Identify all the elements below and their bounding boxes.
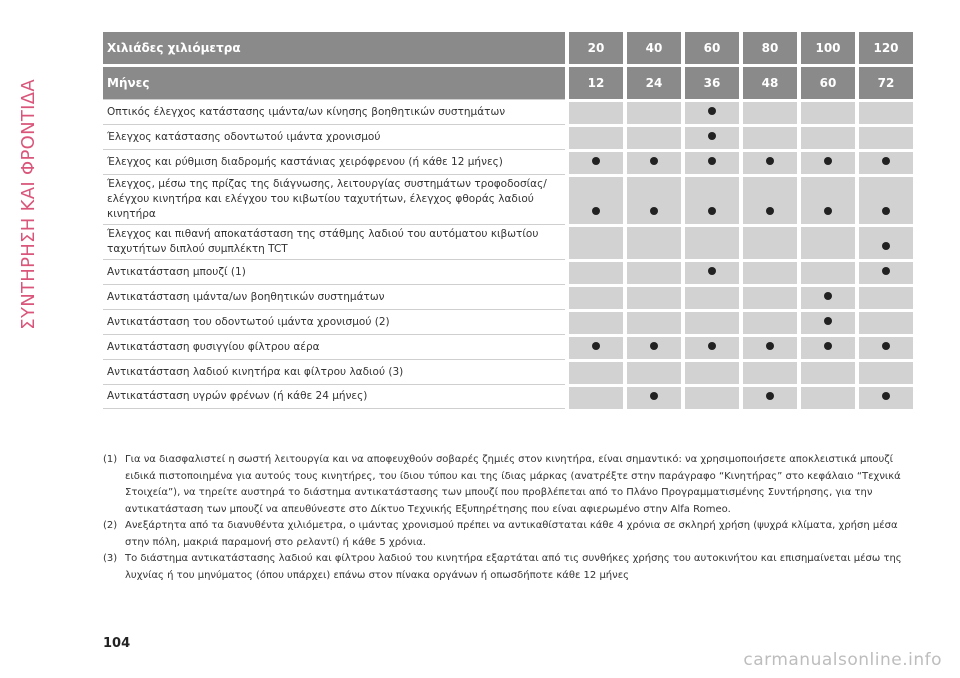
months-header-cell: 60 bbox=[801, 64, 855, 99]
section-side-title bbox=[8, 20, 48, 330]
table-row bbox=[103, 284, 913, 309]
footnote bbox=[103, 551, 903, 584]
scheduled-dot-icon bbox=[882, 392, 890, 400]
interval-cell bbox=[743, 284, 797, 309]
scheduled-dot-icon bbox=[824, 292, 832, 300]
interval-cell bbox=[627, 359, 681, 384]
interval-cell bbox=[569, 224, 623, 259]
interval-cell bbox=[743, 174, 797, 224]
interval-cell bbox=[685, 124, 739, 149]
interval-cell bbox=[743, 99, 797, 124]
maintenance-item-label: Αντικατάσταση μπουζί (1) bbox=[103, 259, 565, 284]
scheduled-dot-icon bbox=[708, 342, 716, 350]
maintenance-item-label: Έλεγχος κατάστασης οδοντωτού ιμάντα χρονισμού bbox=[103, 124, 565, 149]
scheduled-dot-icon bbox=[766, 342, 774, 350]
maintenance-schedule-table bbox=[103, 32, 913, 409]
months-header-cell: 72 bbox=[859, 64, 913, 99]
interval-cell bbox=[859, 359, 913, 384]
scheduled-dot-icon bbox=[708, 267, 716, 275]
months-header-label: Μήνες bbox=[103, 64, 565, 99]
interval-cell bbox=[627, 99, 681, 124]
footnote-text: Ανεξάρτητα από τα διανυθέντα χιλιόμετρα, ο ιμάντας χρονισμού πρέπει να αντικαθίσταται κάθε 4 χρόνια σε σκληρή χρήση (ψυχρά κλίματα, χρήση μέσα στην πόλη, μακριά παραμονή στο ρελαντί) ή κάθε 5 χρόνια. bbox=[125, 520, 898, 548]
scheduled-dot-icon bbox=[592, 207, 600, 215]
scheduled-dot-icon bbox=[650, 342, 658, 350]
interval-cell bbox=[569, 384, 623, 409]
footnote-text: Το διάστημα αντικατάστασης λαδιού και φίλτρου λαδιού του κινητήρα εξαρτάται από τις συνθήκες χρήσης του αυτοκινήτου και επισημαίνεται μέσω της λυχνίας ή του μηνύματος (όπου υπάρχει) επάνω στον πίνακα οργάνων ή οπωσδήποτε κάθε 12 μήνες bbox=[125, 553, 902, 581]
interval-cell bbox=[801, 149, 855, 174]
table-row bbox=[103, 259, 913, 284]
interval-cell bbox=[801, 359, 855, 384]
table-row bbox=[103, 359, 913, 384]
table-row bbox=[103, 99, 913, 124]
maintenance-item-label: Αντικατάσταση υγρών φρένων (ή κάθε 24 μήνες) bbox=[103, 384, 565, 409]
maintenance-item-label: Έλεγχος, μέσω της πρίζας της διάγνωσης, λειτουργίας συστημάτων τροφοδοσίας/ελέγχου κινητήρα και ελέγχου του κιβωτίου ταχυτήτων, έλεγχος φθοράς λαδιού κινητήρα bbox=[103, 174, 565, 224]
interval-cell bbox=[685, 384, 739, 409]
scheduled-dot-icon bbox=[882, 207, 890, 215]
interval-cell bbox=[627, 259, 681, 284]
interval-cell bbox=[685, 224, 739, 259]
footnote-text: Για να διασφαλιστεί η σωστή λειτουργία και να αποφευχθούν σοβαρές ζημιές στον κινητήρα, είναι σημαντικό: να χρησιμοποιήσετε αποκλειστικά μπουζί ειδικά πιστοποιημένα για αυτούς τους κινητήρες, του ίδιου τύπου και της ίδιας μάρκας (ανατρέξτε στην παράγραφο “Κινητήρας” στο κεφάλαιο “Τεχνικά Στοιχεία”), να τηρείτε αυστηρά το διάστημα αντικατάστασης των μπουζί που προβλέπεται από το Πλάνο Προγραμματισμένης Συντήρησης, για την αντικατάσταση των μπουζί να απευθύνεστε στο Δίκτυο Τεχνικής Εξυπηρέτησης που είναι αφιερωμένο στην Alfa Romeo. bbox=[125, 454, 901, 515]
interval-cell bbox=[859, 284, 913, 309]
footnote bbox=[103, 452, 903, 518]
interval-cell bbox=[685, 99, 739, 124]
footnotes bbox=[103, 452, 903, 584]
interval-cell bbox=[859, 259, 913, 284]
interval-cell bbox=[569, 259, 623, 284]
table-row bbox=[103, 174, 913, 224]
interval-cell bbox=[801, 174, 855, 224]
maintenance-item-label: Έλεγχος και ρύθμιση διαδρομής καστάνιας χειρόφρενου (ή κάθε 12 μήνες) bbox=[103, 149, 565, 174]
table-row bbox=[103, 309, 913, 334]
interval-cell bbox=[859, 384, 913, 409]
interval-cell bbox=[859, 99, 913, 124]
table-row bbox=[103, 124, 913, 149]
scheduled-dot-icon bbox=[882, 342, 890, 350]
interval-cell bbox=[743, 149, 797, 174]
schedule-body bbox=[103, 99, 913, 409]
interval-cell bbox=[627, 224, 681, 259]
km-header-cell: 20 bbox=[569, 32, 623, 64]
header-row-months bbox=[103, 64, 913, 99]
interval-cell bbox=[859, 309, 913, 334]
scheduled-dot-icon bbox=[592, 157, 600, 165]
interval-cell bbox=[685, 259, 739, 284]
scheduled-dot-icon bbox=[824, 207, 832, 215]
interval-cell bbox=[627, 284, 681, 309]
interval-cell bbox=[685, 334, 739, 359]
scheduled-dot-icon bbox=[708, 157, 716, 165]
interval-cell bbox=[801, 284, 855, 309]
watermark: carmanualsonline.info bbox=[743, 650, 942, 670]
km-header-cell: 40 bbox=[627, 32, 681, 64]
km-header-cell: 120 bbox=[859, 32, 913, 64]
scheduled-dot-icon bbox=[650, 392, 658, 400]
maintenance-item-label: Αντικατάσταση ιμάντα/ων βοηθητικών συστημάτων bbox=[103, 284, 565, 309]
maintenance-item-label: Αντικατάσταση φυσιγγίου φίλτρου αέρα bbox=[103, 334, 565, 359]
interval-cell bbox=[859, 334, 913, 359]
interval-cell bbox=[859, 149, 913, 174]
interval-cell bbox=[685, 359, 739, 384]
scheduled-dot-icon bbox=[824, 317, 832, 325]
interval-cell bbox=[801, 334, 855, 359]
maintenance-item-label: Οπτικός έλεγχος κατάστασης ιμάντα/ων κίνησης βοηθητικών συστημάτων bbox=[103, 99, 565, 124]
header-row-km bbox=[103, 32, 913, 64]
km-header-cell: 100 bbox=[801, 32, 855, 64]
interval-cell bbox=[569, 124, 623, 149]
months-header-cell: 12 bbox=[569, 64, 623, 99]
interval-cell bbox=[801, 384, 855, 409]
km-header-label: Χιλιάδες χιλιόμετρα bbox=[103, 32, 565, 64]
interval-cell bbox=[743, 124, 797, 149]
table-row bbox=[103, 384, 913, 409]
months-header-cell: 48 bbox=[743, 64, 797, 99]
scheduled-dot-icon bbox=[882, 242, 890, 250]
scheduled-dot-icon bbox=[592, 342, 600, 350]
interval-cell bbox=[569, 99, 623, 124]
months-header-cell: 36 bbox=[685, 64, 739, 99]
months-header-cell: 24 bbox=[627, 64, 681, 99]
interval-cell bbox=[627, 384, 681, 409]
interval-cell bbox=[743, 309, 797, 334]
maintenance-item-label: Αντικατάσταση του οδοντωτού ιμάντα χρονισμού (2) bbox=[103, 309, 565, 334]
scheduled-dot-icon bbox=[766, 392, 774, 400]
footnote-number: (1) bbox=[103, 454, 118, 465]
footnote bbox=[103, 518, 903, 551]
section-side-title-text: ΣΥΝΤΗΡΗΣΗ ΚΑΙ ΦΡΟΝΤΙΔΑ bbox=[17, 79, 39, 330]
scheduled-dot-icon bbox=[650, 207, 658, 215]
table-row bbox=[103, 224, 913, 259]
maintenance-item-label: Έλεγχος και πιθανή αποκατάσταση της στάθμης λαδιού του αυτόματου κιβωτίου ταχυτήτων διπλού συμπλέκτη TCT bbox=[103, 224, 565, 259]
interval-cell bbox=[627, 149, 681, 174]
page-number: 104 bbox=[103, 636, 131, 651]
interval-cell bbox=[743, 259, 797, 284]
scheduled-dot-icon bbox=[824, 342, 832, 350]
interval-cell bbox=[627, 309, 681, 334]
interval-cell bbox=[743, 224, 797, 259]
maintenance-item-label: Αντικατάσταση λαδιού κινητήρα και φίλτρου λαδιού (3) bbox=[103, 359, 565, 384]
scheduled-dot-icon bbox=[708, 207, 716, 215]
interval-cell bbox=[569, 359, 623, 384]
interval-cell bbox=[685, 284, 739, 309]
interval-cell bbox=[685, 309, 739, 334]
interval-cell bbox=[801, 99, 855, 124]
interval-cell bbox=[685, 174, 739, 224]
scheduled-dot-icon bbox=[650, 157, 658, 165]
footnote-number: (3) bbox=[103, 553, 118, 564]
km-header-cell: 60 bbox=[685, 32, 739, 64]
interval-cell bbox=[743, 334, 797, 359]
footnote-number: (2) bbox=[103, 520, 118, 531]
scheduled-dot-icon bbox=[708, 107, 716, 115]
interval-cell bbox=[743, 359, 797, 384]
interval-cell bbox=[859, 224, 913, 259]
interval-cell bbox=[801, 309, 855, 334]
scheduled-dot-icon bbox=[882, 267, 890, 275]
interval-cell bbox=[569, 334, 623, 359]
interval-cell bbox=[801, 224, 855, 259]
scheduled-dot-icon bbox=[708, 132, 716, 140]
interval-cell bbox=[743, 384, 797, 409]
interval-cell bbox=[627, 174, 681, 224]
interval-cell bbox=[627, 124, 681, 149]
km-header-cell: 80 bbox=[743, 32, 797, 64]
interval-cell bbox=[627, 334, 681, 359]
scheduled-dot-icon bbox=[766, 207, 774, 215]
interval-cell bbox=[859, 124, 913, 149]
interval-cell bbox=[801, 259, 855, 284]
table-row bbox=[103, 149, 913, 174]
interval-cell bbox=[685, 149, 739, 174]
interval-cell bbox=[569, 174, 623, 224]
scheduled-dot-icon bbox=[824, 157, 832, 165]
interval-cell bbox=[569, 284, 623, 309]
interval-cell bbox=[569, 309, 623, 334]
interval-cell bbox=[859, 174, 913, 224]
table-row bbox=[103, 334, 913, 359]
interval-cell bbox=[569, 149, 623, 174]
scheduled-dot-icon bbox=[882, 157, 890, 165]
scheduled-dot-icon bbox=[766, 157, 774, 165]
interval-cell bbox=[801, 124, 855, 149]
